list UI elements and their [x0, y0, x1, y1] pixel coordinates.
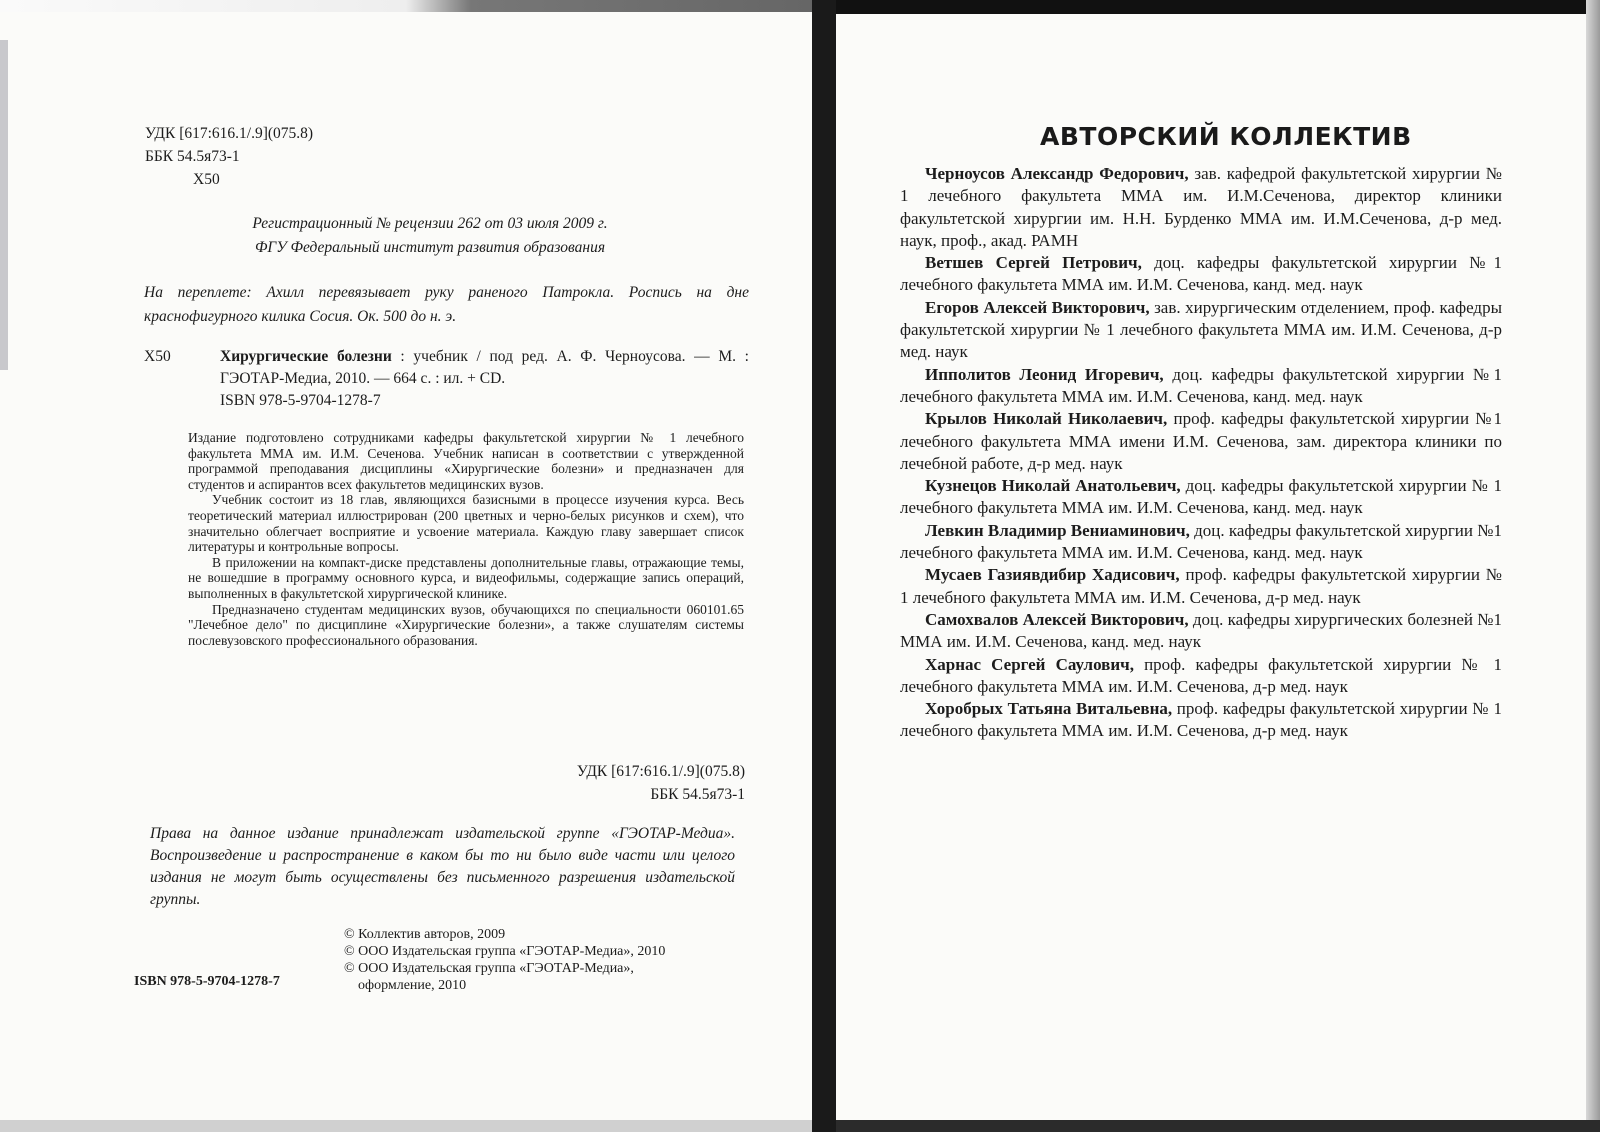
author-entry	[900, 364, 1502, 409]
author-entry	[900, 654, 1502, 699]
author-name: Харнас Сергей Саулович,	[925, 654, 1134, 674]
author-description: доц. кафедры хирургических болезней №1 ММА им. И.М. Сеченова, канд. мед. наук	[900, 609, 1503, 652]
classification-codes-right	[520, 760, 745, 806]
copyright-line: © ООО Издательская группа «ГЭОТАР-Медиа», 2010	[344, 944, 666, 959]
author-entry	[900, 698, 1502, 743]
copyright-line: © Коллектив авторов, 2009	[344, 927, 506, 942]
author-entry	[900, 609, 1502, 654]
isbn-number: ISBN 978-5-9704-1278-7	[134, 974, 280, 989]
author-name: Левкин Владимир Вениаминович,	[925, 520, 1190, 540]
registration-note	[150, 212, 710, 260]
annotation-paragraph: В приложении на компакт-диске представлены дополнительные главы, отражающие темы, не вошедшие в программу основного курса, и видеофильмы, содержащие запись операций, выполненных в факультетской хирургической клинике.	[188, 554, 744, 601]
left-page-side-shadow	[0, 40, 8, 370]
classification-codes	[145, 122, 313, 191]
author-name: Черноусов Александр Федорович,	[925, 164, 1189, 183]
author-entry	[900, 475, 1502, 520]
right-page-side-edge	[1586, 0, 1600, 1132]
annotation	[188, 430, 744, 648]
copyright-line: © ООО Издательская группа «ГЭОТАР-Медиа»,	[344, 961, 634, 976]
udk-code: УДК [617:616.1/.9](075.8)	[576, 763, 745, 780]
book-gutter	[812, 0, 836, 1132]
author-description: проф. кафедры факультетской хирургии № 1 лечебного факультета ММА им. И.М. Сеченова, д-р мед. наук	[900, 565, 1502, 607]
right-page-bottom-edge	[836, 1120, 1600, 1132]
copyright-line: оформление, 2010	[358, 978, 467, 993]
registration-line: Регистрационный № рецензии 262 от 03 июля 2009 г.	[252, 215, 608, 232]
author-description: доц. кафедры факультетской хирургии №1 лечебного факультета ММА им. И.М. Сеченова, канд. мед. наук	[900, 520, 1502, 563]
page-title: АВТОРСКИЙ КОЛЛЕКТИВ	[1040, 122, 1412, 151]
author-entry	[900, 297, 1502, 364]
author-description: проф. кафедры факультетской хирургии №1 лечебного факультета ММА имени И.М. Сеченова, зам. директора клиники по лечебной работе, д-р мед. наук	[900, 409, 1503, 473]
annotation-paragraph: Учебник состоит из 18 глав, являющихся базисными в процессе изучения курса. Весь теоретический материал иллюстрирован (200 цветных и черно-белых рисунков и схем), что значительно облегчает восприятие и усвоение материала. Каждую главу завершает список литературы и контрольные вопросы.	[188, 492, 744, 555]
annotation-paragraph: Предназначено студентам медицинских вузов, обучающихся по специальности 060101.65 "Лечебное дело" по дисциплине «Хирургические болезни», а также слушателям системы послевузовского профессионального образования.	[188, 601, 744, 648]
institute-line: ФГУ Федеральный институт развития образования	[254, 239, 606, 256]
left-page-bottom-edge	[0, 1120, 812, 1132]
udk-code: УДК [617:616.1/.9](075.8)	[145, 125, 314, 142]
biblio-isbn: ISBN 978-5-9704-1278-7	[220, 392, 381, 409]
author-description: проф. кафедры факультетской хирургии № 1 лечебного факультета ММА им. И.М. Сеченова, д-р мед. наук	[900, 654, 1502, 696]
bibliographic-record	[144, 346, 749, 412]
cover-note: На переплете: Ахилл перевязывает руку раненого Патрокла. Роспись на дне краснофигурного килика Сосия. Ок. 500 до н. э.	[144, 284, 749, 325]
author-list	[900, 163, 1502, 743]
right-page-top-edge	[836, 0, 1600, 14]
author-description: доц. кафедры факультетской хирургии №1 лечебного факультета ММА им. И.М. Сеченова, канд. мед. наук	[900, 364, 1502, 406]
author-name: Хоробрых Татьяна Витальевна,	[925, 699, 1173, 719]
bbk-code: ББК 54.5я73-1	[650, 786, 745, 803]
rights-notice: Права на данное издание принадлежат издательской группе «ГЭОТАР-Медиа». Воспроизведение и распространение в каком бы то ни было виде части или целого издания не могут быть осуществлены без письменного разрешения издательской группы.	[150, 825, 735, 908]
author-description: зав. кафедрой факультетской хирургии № 1 лечебного факультета ММА им. И.М.Сеченова, директор клиники факультетской хирургии им. Н.Н. Бурденко ММА им. И.М.Сеченова, д-р мед. наук, проф., акад. РАМН	[900, 164, 1502, 250]
author-name: Ипполитов Леонид Игоревич,	[925, 364, 1164, 384]
author-description: зав. хирургическим отделением, проф. кафедры факультетской хирургии № 1 лечебного факультета ММА им. И.М. Сеченова, д-р мед. наук	[900, 297, 1502, 362]
author-mark: Х50	[193, 171, 220, 188]
biblio-details: : учебник / под ред. А. Ф. Черноусова. — М. : ГЭОТАР-Медиа, 2010. — 664 с. : ил. + CD.	[220, 348, 749, 387]
bbk-code: ББК 54.5я73-1	[145, 148, 240, 165]
author-entry	[900, 408, 1502, 475]
left-page-top-edge	[0, 0, 812, 12]
author-description: доц. кафедры факультетской хирургии №1 лечебного факультета ММА им. И.М. Сеченова, канд. мед. наук	[900, 253, 1502, 295]
author-name: Крылов Николай Николаевич,	[925, 409, 1168, 429]
annotation-paragraph: Издание подготовлено сотрудниками кафедры факультетской хирургии № 1 лечебного факультета ММА им. И.М. Сеченова. Учебник написан в соответствии с утвержденной программой преподавания дисциплины «Хирургические болезни» и предназначен для студентов и аспирантов всех факультетов медицинских вузов.	[188, 430, 744, 492]
biblio-code: Х50	[144, 348, 171, 365]
author-entry	[900, 564, 1502, 609]
author-entry	[900, 163, 1502, 252]
book-title: Хирургические болезни	[220, 348, 392, 365]
author-name: Ветшев Сергей Петрович,	[925, 253, 1142, 273]
copyright-block	[344, 926, 744, 994]
author-entry	[900, 520, 1502, 565]
author-name: Кузнецов Николай Анатольевич,	[925, 476, 1181, 496]
author-description: проф. кафедры факультетской хирургии № 1 лечебного факультета ММА им. И.М. Сеченова, д-р мед. наук	[900, 699, 1502, 741]
author-name: Самохвалов Алексей Викторович,	[925, 609, 1189, 629]
author-name: Мусаев Газиявдибир Хадисович,	[925, 565, 1180, 585]
author-entry	[900, 252, 1502, 297]
author-name: Егоров Алексей Викторович,	[925, 297, 1150, 317]
author-description: доц. кафедры факультетской хирургии № 1 лечебного факультета ММА им. И.М. Сеченова, канд. мед. наук	[900, 476, 1502, 518]
